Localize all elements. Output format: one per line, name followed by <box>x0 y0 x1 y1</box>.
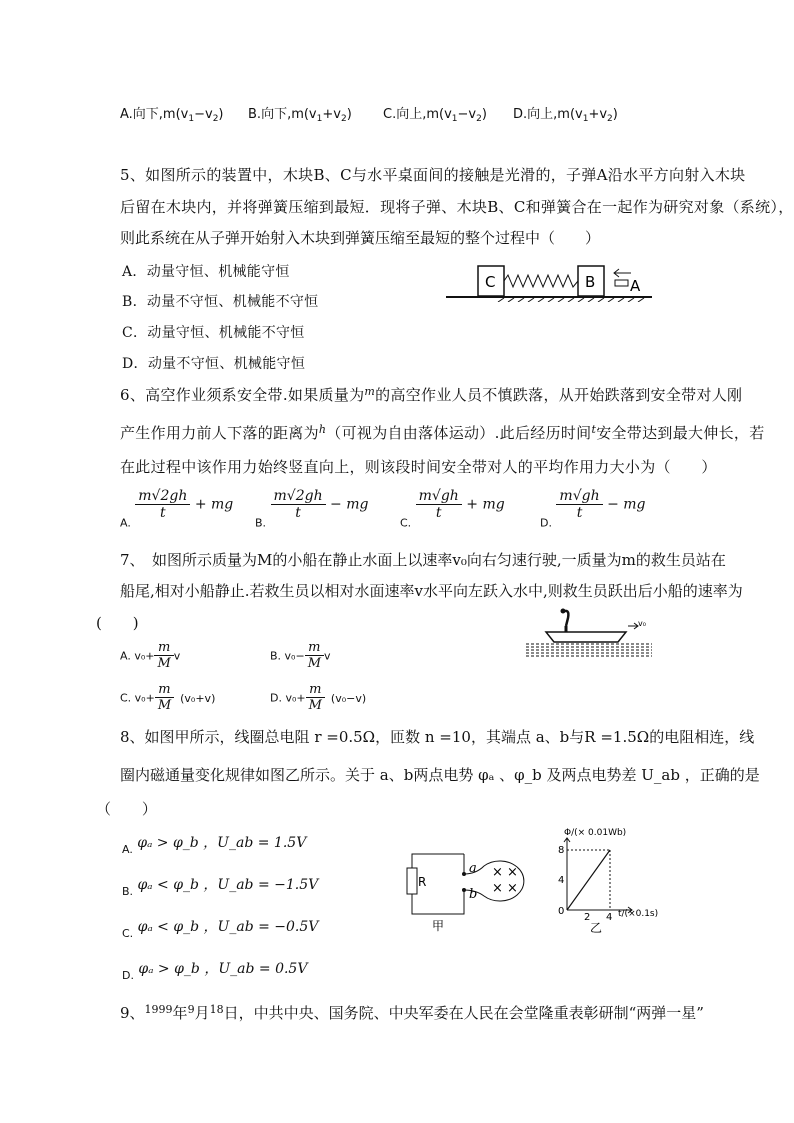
q6-line-3: 在此过程中该作用力始终竖直向上，则该段时间安全带对人的平均作用力大小为（ ） <box>120 458 717 476</box>
q7-line-3: ( ) <box>96 614 139 632</box>
q6-line-1: 6、高空作业须系安全带.如果质量为$^m$的高空作业人员不慎跌落，从开始跌落到安全带对人刚 <box>120 385 743 404</box>
block-c-label: C <box>485 273 496 291</box>
y-tick-8: 8 <box>558 845 565 856</box>
block-b-label: B <box>585 273 596 291</box>
q6-option-b: $_{B.}$ $\frac{m√2gh}{t}$ − mg <box>255 488 369 530</box>
bullet-a-label: A <box>630 277 641 295</box>
q8-line-1: 8、如图甲所示，线圈总电阻 r =0.5Ω，匝数 n =10，其端点 a、b与R =1.5Ω的电阻相连，线 <box>120 728 755 746</box>
x-tick-4: 4 <box>606 912 613 923</box>
q5-line-1: 5、如图所示的装置中，木块B、C与水平桌面间的接触是光滑的，子弹A沿水平方向射入木块 <box>120 166 746 184</box>
x-tick-2: 2 <box>584 912 591 923</box>
q8-line-3: （ ） <box>96 800 158 818</box>
q6-option-a: $_{A.}$ $\frac{m√2gh}{t}$ + mg <box>120 488 234 530</box>
q8-option-c: $_{C.}$ φₐ < φ_b ，U_ab = −0.5V <box>122 919 319 940</box>
circuit-caption: 甲 <box>432 919 445 933</box>
q5-line-3: 则此系统在从子弹开始射入木块到弹簧压缩至最短的整个过程中（ ） <box>120 229 601 247</box>
q7-line-2: 船尾,相对小船静止.若救生员以相对水面速率v水平向左跃入水中,则救生员跃出后小船的速率为 <box>120 582 743 600</box>
field-row-2: × × <box>492 881 518 896</box>
field-row-1: × × <box>492 865 518 880</box>
q5-option-d: D．动量不守恒、机械能守恒 <box>122 356 306 372</box>
resistor-label: R <box>418 875 427 889</box>
q5-option-c: C．动量守恒、机械能不守恒 <box>122 325 305 341</box>
q7-line-1: 7、 如图所示质量为M的小船在静止水面上以速率v₀向右匀速行驶,一质量为m的救生员站在 <box>120 551 726 569</box>
q7-option-d: D. v₀+ $\frac{m}{M}$ (v₀−v) <box>270 682 367 713</box>
circuit-figure <box>404 846 542 938</box>
q6-option-d: $_{D.}$ $\frac{m√gh}{t}$ − mg <box>540 488 646 530</box>
q5-option-b: B．动量不守恒、机械能不守恒 <box>122 294 319 310</box>
q5-option-a: A．动量守恒、机械能守恒 <box>122 264 290 280</box>
q8-option-d: $_{D.}$ φₐ > φ_b ，U_ab = 0.5V <box>122 961 308 982</box>
q4-option-c: C.向上$,m(v_1-v_2)$ <box>383 107 487 124</box>
q4-option-b: B.向下$,m(v_1+v_2)$ <box>248 107 352 124</box>
q7-option-b: B. v₀− $\frac{m}{M}$ v <box>270 640 331 671</box>
q8-option-b: $_{B.}$ φₐ < φ_b ，U_ab = −1.5V <box>122 877 319 898</box>
flux-graph-caption: 乙 <box>590 921 603 935</box>
flux-graph <box>552 824 676 936</box>
q4-option-a: A.向下$,m(v_1-v_2)$ <box>120 107 224 124</box>
boat-velocity-label: v₀ <box>638 619 646 628</box>
q9-line-1: 9、$^{1999}$年$^9$月$^{18}$日，中共中央、国务院、中央军委在人民在会堂隆重表彰研制“两弹一星” <box>120 1003 704 1022</box>
y-tick-4: 4 <box>558 875 565 886</box>
q7-option-c: C. v₀+ $\frac{m}{M}$ (v₀+v) <box>120 682 216 713</box>
y-tick-0: 0 <box>558 906 565 917</box>
q6-option-c: $_{C.}$ $\frac{m√gh}{t}$ + mg <box>400 488 505 530</box>
flux-graph-xlabel: t/(×0.1s) <box>618 909 659 919</box>
q8-line-2: 圈内磁通量变化规律如图乙所示。关于 a、b两点电势 φₐ 、φ_b 及两点电势差 U_ab ，正确的是 <box>120 766 760 784</box>
q5-line-2: 后留在木块内，并将弹簧压缩到最短．现将子弹、木块B、C和弹簧合在一起作为研究对象（系统）， <box>120 198 794 216</box>
q7-option-a: A. v₀+ $\frac{m}{M}$ v <box>120 640 181 671</box>
spring-block-figure <box>444 258 658 302</box>
q8-option-a: $_{A.}$ φₐ > φ_b ，U_ab = 1.5V <box>122 835 307 856</box>
q6-line-2: 产生作用力前人下落的距离为$^h$（可视为自由落体运动）.此后经历时间$^t$安全带达到最大伸长，若 <box>120 423 765 442</box>
terminal-a-label: a <box>469 861 477 876</box>
boat-figure <box>526 604 656 658</box>
terminal-b-label: b <box>469 887 478 902</box>
flux-graph-ylabel: Φ/(× 0.01Wb) <box>564 828 627 838</box>
q4-option-d: D.向上$,m(v_1+v_2)$ <box>513 107 618 124</box>
